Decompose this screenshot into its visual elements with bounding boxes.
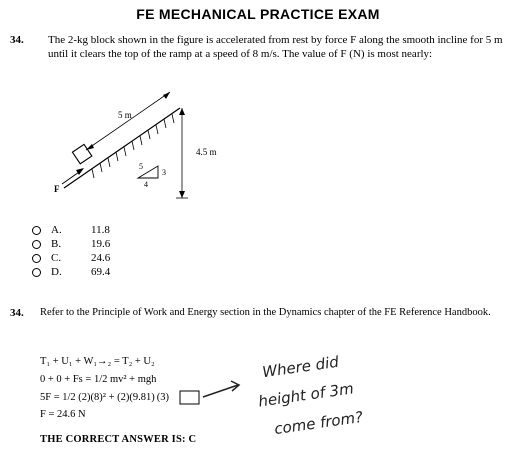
force-label: F: [54, 184, 60, 194]
solution-number: 34.: [10, 307, 24, 319]
annotation-line-2: height of 3m: [257, 379, 355, 411]
option-value: 11.8: [91, 224, 110, 236]
annotation-line-1: Where did: [261, 352, 340, 382]
slope-run-label: 4: [144, 180, 148, 189]
option-a[interactable]: [32, 224, 110, 236]
solution-reference: Refer to the Principle of Work and Energy section in the Dynamics chapter of the FE Reference Handbook.: [40, 307, 491, 318]
option-c[interactable]: [32, 252, 110, 264]
option-value: 24.6: [91, 252, 111, 264]
equation-line-3: [40, 392, 169, 403]
length-dimension-line: [86, 92, 170, 150]
annotation-line-3: come from?: [273, 407, 365, 439]
radio-c[interactable]: [32, 254, 41, 263]
equation-line-4: F = 24.6 N: [40, 409, 86, 420]
radio-a[interactable]: [32, 226, 41, 235]
option-d[interactable]: [32, 266, 110, 278]
option-letter: B.: [51, 238, 62, 250]
boxed-height: (3): [156, 392, 169, 403]
slope-rise-label: 3: [162, 168, 166, 177]
page-title: FE MECHANICAL PRACTICE EXAM: [136, 6, 380, 22]
radio-d[interactable]: [32, 268, 41, 277]
correct-answer: THE CORRECT ANSWER IS: C: [40, 434, 197, 445]
option-letter: A.: [51, 224, 62, 236]
option-value: 19.6: [91, 238, 111, 250]
option-b[interactable]: [32, 238, 110, 250]
equation-line-2: 0 + 0 + Fs = 1/2 mv² + mgh: [40, 374, 157, 385]
highlight-box: [180, 391, 199, 404]
equation-line-1: T₁ + U₁ + W₁→₂ = T₂ + U₂: [40, 356, 155, 367]
option-letter: C.: [51, 252, 62, 264]
question-number: 34.: [10, 34, 24, 46]
radio-b[interactable]: [32, 240, 41, 249]
question-text: The 2-kg block shown in the figure is accelerated from rest by force F along the smooth incline for 5 m until it clears the top of the ramp at a speed of 8 m/s. The value of F (N) is most nearly:: [48, 34, 503, 60]
option-value: 69.4: [91, 266, 111, 278]
height-label: 4.5 m: [196, 147, 217, 157]
length-label: 5 m: [118, 110, 132, 120]
slope-hyp-label: 5: [139, 162, 143, 171]
equation-line-3-text: 5F = 1/2 (2)(8)² + (2)(9.81): [40, 392, 155, 403]
option-letter: D.: [51, 266, 62, 278]
